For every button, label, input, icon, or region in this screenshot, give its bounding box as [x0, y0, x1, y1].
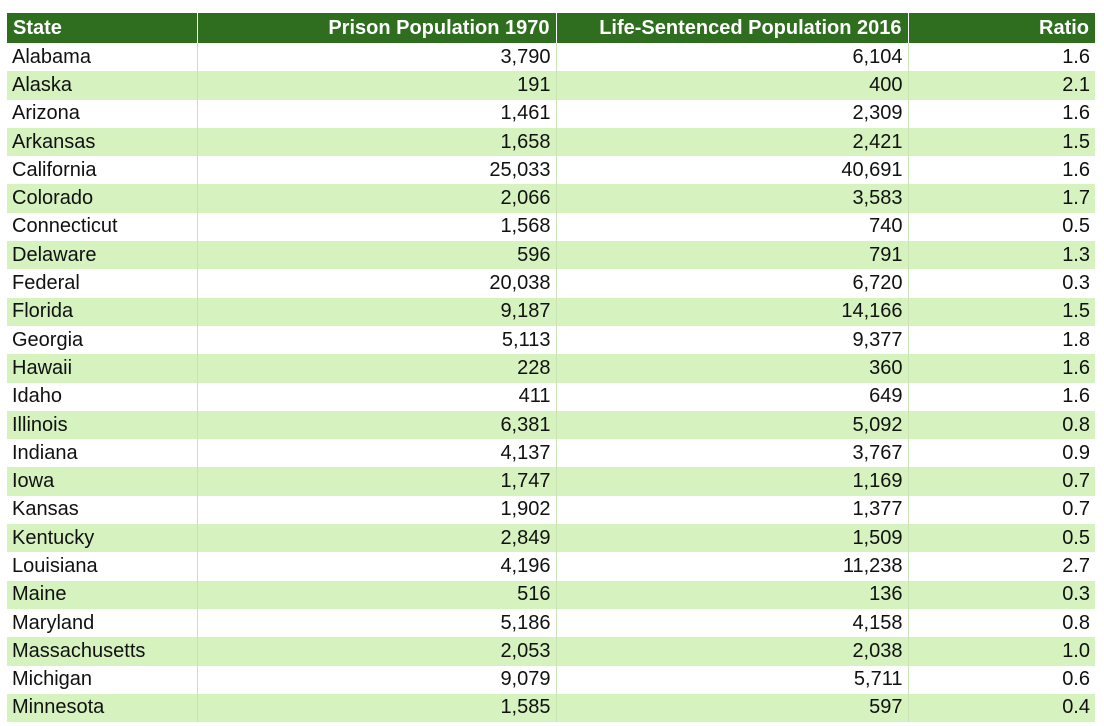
cell-prison-1970: 20,038 [197, 269, 556, 297]
table-row [7, 213, 1095, 241]
table-header [7, 13, 1095, 43]
cell-state: Colorado [7, 184, 197, 212]
cell-state: Alabama [7, 43, 197, 71]
cell-state: Illinois [7, 411, 197, 439]
cell-prison-1970: 411 [197, 383, 556, 411]
cell-life-2016: 6,720 [556, 269, 908, 297]
table-body [7, 43, 1095, 722]
table-row [7, 666, 1095, 694]
data-table-container [7, 13, 1095, 722]
cell-prison-1970: 516 [197, 581, 556, 609]
cell-life-2016: 4,158 [556, 609, 908, 637]
cell-state: Louisiana [7, 552, 197, 580]
cell-ratio: 1.0 [908, 637, 1095, 665]
cell-life-2016: 11,238 [556, 552, 908, 580]
cell-state: Indiana [7, 439, 197, 467]
cell-ratio: 1.5 [908, 128, 1095, 156]
cell-ratio: 0.5 [908, 524, 1095, 552]
table-row [7, 694, 1095, 722]
cell-state: Florida [7, 298, 197, 326]
table-row [7, 637, 1095, 665]
table-row [7, 524, 1095, 552]
cell-prison-1970: 1,658 [197, 128, 556, 156]
cell-prison-1970: 9,079 [197, 666, 556, 694]
header-row [7, 13, 1095, 43]
cell-life-2016: 360 [556, 354, 908, 382]
cell-ratio: 1.6 [1062, 385, 1090, 408]
table-row [7, 411, 1095, 439]
cell-prison-1970: 228 [197, 354, 556, 382]
table-row [7, 298, 1095, 326]
cell-ratio: 1.5 [908, 298, 1095, 326]
cell-prison-1970: 2,066 [197, 184, 556, 212]
cell-ratio: 2.1 [908, 71, 1095, 99]
table-row [7, 326, 1095, 354]
table-row [7, 383, 1095, 411]
table-row [7, 609, 1095, 637]
cell-prison-1970: 596 [197, 241, 556, 269]
cell-prison-1970: 4,137 [197, 439, 556, 467]
cell-life-2016: 1,509 [556, 524, 908, 552]
cell-life-2016: 400 [556, 71, 908, 99]
table-row [7, 354, 1095, 382]
cell-life-2016: 3,583 [556, 184, 908, 212]
table-row [7, 184, 1095, 212]
cell-ratio: 1.7 [908, 184, 1095, 212]
cell-life-2016: 136 [556, 581, 908, 609]
cell-state: Kansas [7, 496, 197, 524]
cell-state: Alaska [7, 71, 197, 99]
cell-ratio: 2.7 [1062, 554, 1090, 577]
cell-life-2016: 14,166 [556, 298, 908, 326]
cell-ratio: 1.6 [908, 354, 1095, 382]
cell-prison-1970: 6,381 [197, 411, 556, 439]
table-row [7, 496, 1095, 524]
cell-ratio: 0.3 [908, 581, 1095, 609]
cell-state: Delaware [7, 241, 197, 269]
cell-ratio: 0.7 [1062, 498, 1090, 521]
cell-state: Iowa [7, 467, 197, 495]
cell-ratio: 0.9 [1062, 441, 1090, 464]
column-header-state[interactable]: State [7, 13, 197, 43]
cell-state: Massachusetts [7, 637, 197, 665]
cell-life-2016: 2,421 [556, 128, 908, 156]
cell-ratio: 0.4 [908, 694, 1095, 722]
cell-ratio: 0.7 [908, 467, 1095, 495]
cell-ratio: 0.6 [1062, 668, 1090, 691]
cell-ratio: 1.8 [1062, 328, 1090, 351]
cell-prison-1970: 25,033 [197, 156, 556, 184]
cell-life-2016: 1,169 [556, 467, 908, 495]
cell-prison-1970: 4,196 [197, 552, 556, 580]
cell-life-2016: 6,104 [556, 43, 908, 71]
cell-life-2016: 2,038 [556, 637, 908, 665]
cell-prison-1970: 2,849 [197, 524, 556, 552]
cell-ratio: 1.6 [1062, 45, 1090, 68]
cell-state: Idaho [7, 383, 197, 411]
cell-life-2016: 5,711 [556, 666, 908, 694]
cell-state: Arizona [7, 100, 197, 128]
cell-ratio: 0.3 [1062, 272, 1090, 295]
table-row [7, 439, 1095, 467]
cell-ratio: 0.8 [1062, 611, 1090, 634]
cell-ratio: 1.6 [1062, 158, 1090, 181]
cell-prison-1970: 1,902 [197, 496, 556, 524]
cell-state: Kentucky [7, 524, 197, 552]
cell-ratio: 1.3 [908, 241, 1095, 269]
cell-life-2016: 2,309 [556, 100, 908, 128]
table-row [7, 241, 1095, 269]
table-row [7, 156, 1095, 184]
cell-ratio: 0.5 [1062, 215, 1090, 238]
cell-life-2016: 40,691 [556, 156, 908, 184]
table-row [7, 71, 1095, 99]
cell-life-2016: 3,767 [556, 439, 908, 467]
cell-life-2016: 791 [556, 241, 908, 269]
cell-life-2016: 597 [556, 694, 908, 722]
table-row [7, 552, 1095, 580]
cell-prison-1970: 1,461 [197, 100, 556, 128]
cell-life-2016: 5,092 [556, 411, 908, 439]
cell-life-2016: 649 [556, 383, 908, 411]
cell-life-2016: 1,377 [556, 496, 908, 524]
cell-state: Hawaii [7, 354, 197, 382]
column-header-life-2016[interactable]: Life-Sentenced Population 2016 [556, 13, 908, 43]
cell-prison-1970: 5,186 [197, 609, 556, 637]
cell-state: Minnesota [7, 694, 197, 722]
cell-state: Maine [7, 581, 197, 609]
cell-state: Michigan [7, 666, 197, 694]
cell-state: California [7, 156, 197, 184]
cell-prison-1970: 2,053 [197, 637, 556, 665]
cell-state: Maryland [7, 609, 197, 637]
cell-prison-1970: 191 [197, 71, 556, 99]
table-row [7, 467, 1095, 495]
cell-prison-1970: 9,187 [197, 298, 556, 326]
cell-prison-1970: 3,790 [197, 43, 556, 71]
cell-life-2016: 9,377 [556, 326, 908, 354]
cell-state: Arkansas [7, 128, 197, 156]
cell-ratio: 0.8 [908, 411, 1095, 439]
table-row [7, 128, 1095, 156]
state-population-table [7, 13, 1095, 722]
cell-state: Connecticut [7, 213, 197, 241]
cell-prison-1970: 1,585 [197, 694, 556, 722]
table-row [7, 100, 1095, 128]
column-header-prison-1970[interactable]: Prison Population 1970 [197, 13, 556, 43]
table-row [7, 581, 1095, 609]
cell-prison-1970: 5,113 [197, 326, 556, 354]
column-header-ratio[interactable]: Ratio [908, 13, 1095, 43]
cell-prison-1970: 1,747 [197, 467, 556, 495]
cell-prison-1970: 1,568 [197, 213, 556, 241]
cell-life-2016: 740 [556, 213, 908, 241]
cell-state: Federal [7, 269, 197, 297]
cell-ratio: 1.6 [1062, 102, 1090, 125]
cell-state: Georgia [7, 326, 197, 354]
table-row [7, 43, 1095, 71]
table-row [7, 269, 1095, 297]
